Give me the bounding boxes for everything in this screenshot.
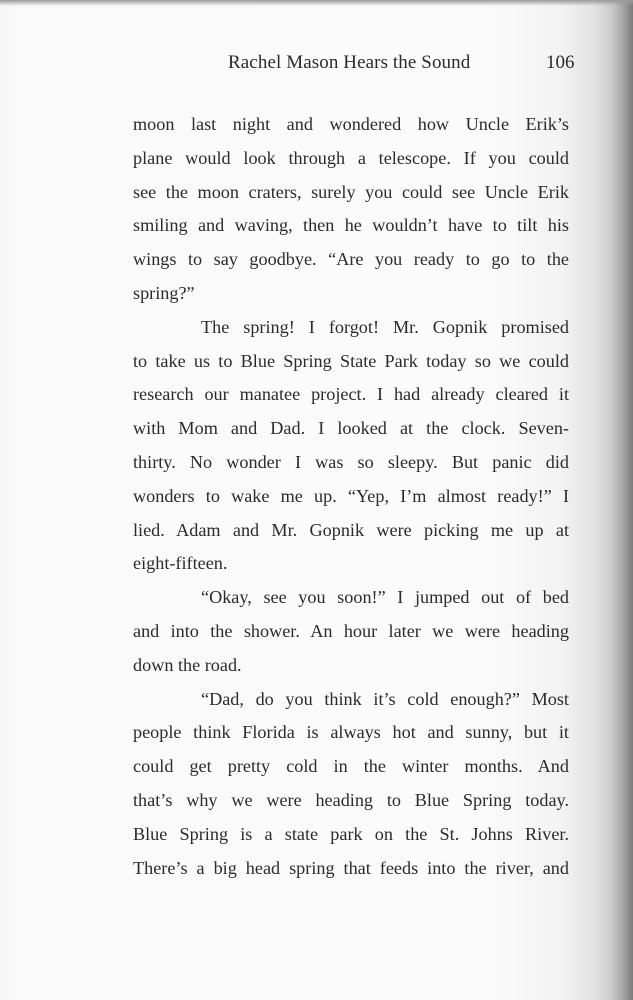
text-line: eight-fifteen. bbox=[133, 553, 228, 574]
text-line: see the moon craters, surely you could see Uncle Erik bbox=[133, 181, 569, 202]
text-line: moon last night and wondered how Uncle Erik’s bbox=[133, 114, 569, 134]
text-line: plane would look through a telescope. If you could bbox=[133, 147, 569, 168]
text-line: that’s why we were heading to Blue Spring today. bbox=[133, 789, 569, 810]
page-top-shadow bbox=[0, 0, 633, 6]
text-line: thirty. No wonder I was so sleepy. But panic did bbox=[133, 451, 569, 472]
text-line: smiling and waving, then he wouldn’t have to tilt his bbox=[133, 215, 569, 236]
text-line: to take us to Blue Spring State Park today so we could bbox=[133, 350, 569, 371]
text-line: research our manatee project. I had already cleared it bbox=[133, 384, 569, 405]
text-line: The spring! I forgot! Mr. Gopnik promised bbox=[201, 316, 569, 337]
text-line: could get pretty cold in the winter months. And bbox=[133, 756, 569, 777]
text-line: spring?” bbox=[133, 282, 195, 303]
text-line: people think Florida is always hot and sunny, but it bbox=[133, 722, 569, 743]
text-line: wings to say goodbye. “Are you ready to go to the bbox=[133, 249, 569, 270]
text-line: There’s a big head spring that feeds into the river, and bbox=[133, 857, 569, 878]
text-line: “Okay, see you soon!” I jumped out of bed bbox=[201, 587, 569, 608]
text-line: “Dad, do you think it’s cold enough?” Most bbox=[201, 688, 569, 709]
text-line: with Mom and Dad. I looked at the clock. Seven- bbox=[133, 418, 569, 439]
text-line: and into the shower. An hour later we were heading bbox=[133, 620, 569, 641]
text-line: down the road. bbox=[133, 654, 242, 675]
text-line: wonders to wake me up. “Yep, I’m almost ready!” I bbox=[133, 485, 569, 506]
text-line: Blue Spring is a state park on the St. Johns River. bbox=[133, 823, 569, 844]
text-line: lied. Adam and Mr. Gopnik were picking me up at bbox=[133, 519, 569, 540]
body-text bbox=[133, 108, 569, 885]
page-number: 106 bbox=[546, 52, 575, 73]
running-head-title: Rachel Mason Hears the Sound bbox=[228, 52, 471, 73]
